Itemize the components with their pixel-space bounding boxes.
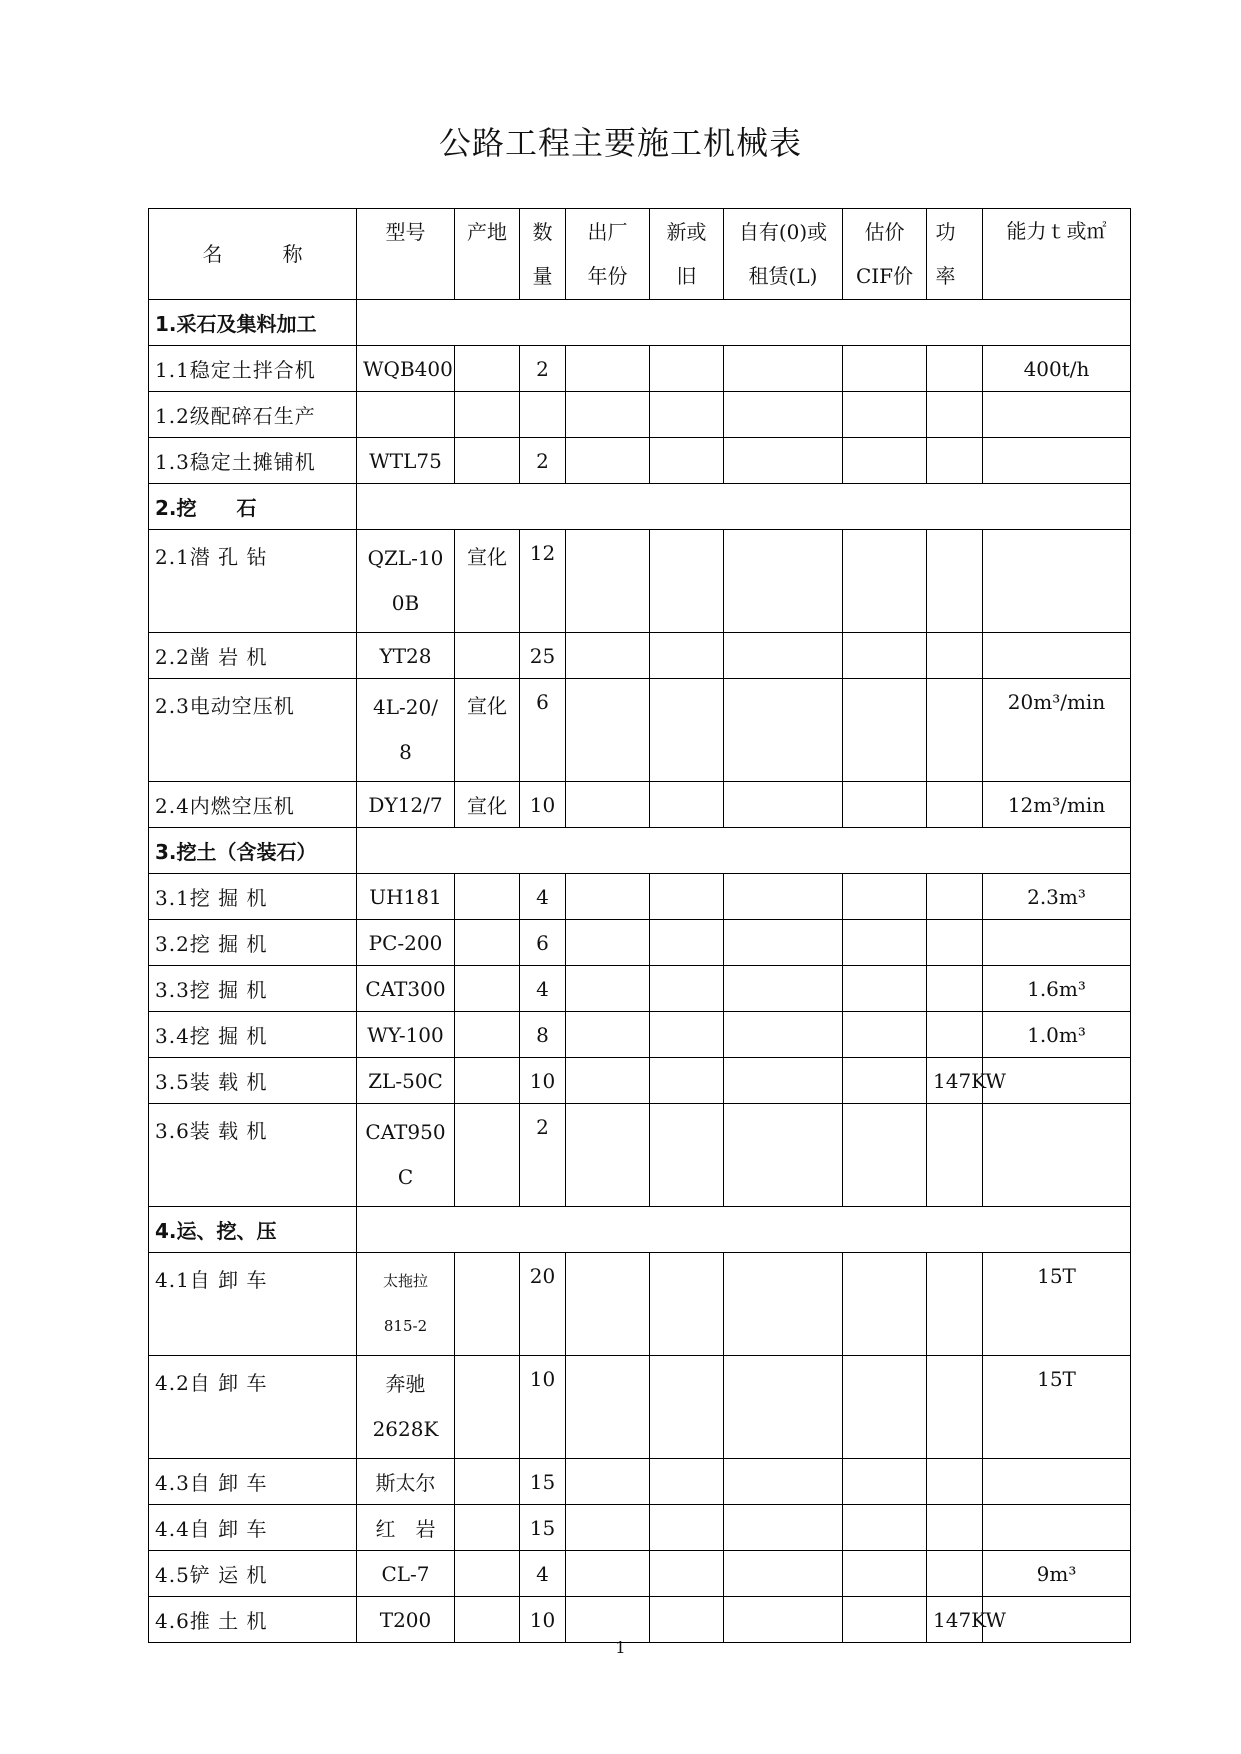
- machine-model: 红 岩: [357, 1505, 455, 1551]
- machine-capacity: [983, 920, 1131, 966]
- machine-model: UH181: [357, 874, 455, 920]
- machine-new-old: [650, 392, 724, 438]
- machine-year: [566, 392, 650, 438]
- section-title: 2.挖 石: [149, 484, 357, 530]
- header-year: 出厂 年份: [566, 209, 650, 300]
- table-row: [149, 392, 1131, 438]
- machine-new-old: [650, 1356, 724, 1459]
- table-row: [149, 1505, 1131, 1551]
- header-model: 型号: [357, 209, 455, 300]
- machine-capacity: [983, 438, 1131, 484]
- table-row: [149, 782, 1131, 828]
- machine-price: [843, 1597, 927, 1643]
- machine-year: [566, 920, 650, 966]
- machine-power: [927, 392, 983, 438]
- machine-name: 2.3电动空压机: [149, 679, 357, 782]
- machine-own-lease: [724, 920, 843, 966]
- machine-capacity: 12m³/min: [983, 782, 1131, 828]
- machine-model: 4L-20/ 8: [357, 679, 455, 782]
- machine-price: [843, 530, 927, 633]
- machine-price: [843, 346, 927, 392]
- table-row: [149, 1597, 1131, 1643]
- machine-name: 4.1自 卸 车: [149, 1253, 357, 1356]
- machine-quantity: 20: [520, 1253, 566, 1356]
- machine-price: [843, 1505, 927, 1551]
- machine-model: 奔驰 2628K: [357, 1356, 455, 1459]
- machine-model: YT28: [357, 633, 455, 679]
- machine-own-lease: [724, 1356, 843, 1459]
- machine-quantity: 6: [520, 920, 566, 966]
- machine-quantity: 2: [520, 438, 566, 484]
- machine-name: 4.6推 土 机: [149, 1597, 357, 1643]
- machine-own-lease: [724, 966, 843, 1012]
- machine-quantity: 25: [520, 633, 566, 679]
- machine-name: 3.5装 载 机: [149, 1058, 357, 1104]
- machine-quantity: 8: [520, 1012, 566, 1058]
- machine-power: [927, 1012, 983, 1058]
- table-row: [149, 1104, 1131, 1207]
- machine-quantity: 15: [520, 1459, 566, 1505]
- page-number: 1: [615, 1638, 626, 1657]
- machine-origin: [455, 1104, 520, 1207]
- machine-name: 4.4自 卸 车: [149, 1505, 357, 1551]
- machine-year: [566, 1459, 650, 1505]
- machine-power: [927, 633, 983, 679]
- machine-new-old: [650, 1104, 724, 1207]
- table-row: [149, 679, 1131, 782]
- section-title: 1.采石及集料加工: [149, 300, 357, 346]
- machine-name: 3.3挖 掘 机: [149, 966, 357, 1012]
- machine-model: WY-100: [357, 1012, 455, 1058]
- machine-power: [927, 920, 983, 966]
- header-quantity: 数 量: [520, 209, 566, 300]
- table-row: [149, 1551, 1131, 1597]
- machine-capacity: [983, 1505, 1131, 1551]
- header-name: 名 称: [149, 209, 357, 300]
- machine-own-lease: [724, 392, 843, 438]
- machine-capacity: 15T: [983, 1356, 1131, 1459]
- section-row: [149, 1207, 1131, 1253]
- machine-own-lease: [724, 438, 843, 484]
- machine-origin: [455, 1459, 520, 1505]
- machine-quantity: 6: [520, 679, 566, 782]
- machine-model: WTL75: [357, 438, 455, 484]
- machine-power: [927, 782, 983, 828]
- section-row: [149, 300, 1131, 346]
- machine-own-lease: [724, 1058, 843, 1104]
- machine-price: [843, 1551, 927, 1597]
- machine-name: 4.5铲 运 机: [149, 1551, 357, 1597]
- machine-model: [357, 392, 455, 438]
- machine-own-lease: [724, 1012, 843, 1058]
- machine-model: WQB400: [357, 346, 455, 392]
- machine-power: [927, 1551, 983, 1597]
- machinery-table: [148, 208, 1131, 1643]
- machine-quantity: 10: [520, 1058, 566, 1104]
- machine-power: 147KW: [927, 1597, 983, 1643]
- machine-year: [566, 1356, 650, 1459]
- machine-origin: [455, 438, 520, 484]
- machine-power: [927, 679, 983, 782]
- machine-model: T200: [357, 1597, 455, 1643]
- machine-own-lease: [724, 530, 843, 633]
- machine-price: [843, 438, 927, 484]
- header-power: 功 率: [927, 209, 983, 300]
- machine-new-old: [650, 1551, 724, 1597]
- machine-price: [843, 679, 927, 782]
- machine-origin: [455, 346, 520, 392]
- machine-price: [843, 1356, 927, 1459]
- machine-name: 3.2挖 掘 机: [149, 920, 357, 966]
- machine-year: [566, 346, 650, 392]
- machine-origin: [455, 1253, 520, 1356]
- machine-origin: [455, 392, 520, 438]
- machine-own-lease: [724, 679, 843, 782]
- machine-price: [843, 1012, 927, 1058]
- machine-name: 2.2凿 岩 机: [149, 633, 357, 679]
- section-row: [149, 828, 1131, 874]
- machine-new-old: [650, 782, 724, 828]
- machine-price: [843, 966, 927, 1012]
- machine-quantity: 10: [520, 1356, 566, 1459]
- machine-model: 斯太尔: [357, 1459, 455, 1505]
- section-blank: [357, 828, 1131, 874]
- machine-quantity: [520, 392, 566, 438]
- machine-capacity: [983, 633, 1131, 679]
- machine-new-old: [650, 1597, 724, 1643]
- machine-new-old: [650, 1012, 724, 1058]
- machine-origin: [455, 1356, 520, 1459]
- machine-own-lease: [724, 346, 843, 392]
- machine-price: [843, 920, 927, 966]
- machine-year: [566, 1253, 650, 1356]
- machine-origin: [455, 1058, 520, 1104]
- table-row: [149, 1012, 1131, 1058]
- machine-capacity: 15T: [983, 1253, 1131, 1356]
- machine-own-lease: [724, 633, 843, 679]
- machine-capacity: 1.0m³: [983, 1012, 1131, 1058]
- machine-own-lease: [724, 1597, 843, 1643]
- machine-power: [927, 346, 983, 392]
- section-blank: [357, 300, 1131, 346]
- table-row: [149, 1253, 1131, 1356]
- machine-capacity: [983, 530, 1131, 633]
- machine-new-old: [650, 920, 724, 966]
- machine-quantity: 4: [520, 874, 566, 920]
- machine-model: QZL-10 0B: [357, 530, 455, 633]
- table-row: [149, 1459, 1131, 1505]
- table-row: [149, 1058, 1131, 1104]
- table-row: [149, 633, 1131, 679]
- machine-own-lease: [724, 1551, 843, 1597]
- machine-new-old: [650, 346, 724, 392]
- machine-power: [927, 530, 983, 633]
- machine-year: [566, 1505, 650, 1551]
- machine-power: [927, 1459, 983, 1505]
- machine-year: [566, 633, 650, 679]
- machine-origin: [455, 633, 520, 679]
- machine-origin: [455, 1551, 520, 1597]
- machine-new-old: [650, 1253, 724, 1356]
- machine-origin: [455, 920, 520, 966]
- machine-year: [566, 1058, 650, 1104]
- machine-year: [566, 782, 650, 828]
- section-title: 3.挖土（含装石）: [149, 828, 357, 874]
- table-row: [149, 874, 1131, 920]
- section-blank: [357, 484, 1131, 530]
- section-title: 4.运、挖、压: [149, 1207, 357, 1253]
- machine-model: CAT300: [357, 966, 455, 1012]
- machine-quantity: 4: [520, 966, 566, 1012]
- machine-new-old: [650, 874, 724, 920]
- machine-quantity: 4: [520, 1551, 566, 1597]
- header-new-old: 新或 旧: [650, 209, 724, 300]
- machine-origin: [455, 874, 520, 920]
- machine-origin: [455, 966, 520, 1012]
- machine-name: 1.2级配碎石生产: [149, 392, 357, 438]
- table-row: [149, 920, 1131, 966]
- header-price: 估价 CIF价: [843, 209, 927, 300]
- machine-new-old: [650, 1058, 724, 1104]
- machine-origin: [455, 1505, 520, 1551]
- machine-power: [927, 1505, 983, 1551]
- machine-power: [927, 1356, 983, 1459]
- machine-price: [843, 874, 927, 920]
- machine-new-old: [650, 1459, 724, 1505]
- machine-power: 147KW: [927, 1058, 983, 1104]
- machine-new-old: [650, 633, 724, 679]
- machine-name: 1.3稳定土摊铺机: [149, 438, 357, 484]
- machine-quantity: 12: [520, 530, 566, 633]
- machine-year: [566, 1597, 650, 1643]
- machine-capacity: 400t/h: [983, 346, 1131, 392]
- machine-model: CL-7: [357, 1551, 455, 1597]
- machine-model: 太拖拉 815-2: [357, 1253, 455, 1356]
- machine-power: [927, 874, 983, 920]
- machine-model: ZL-50C: [357, 1058, 455, 1104]
- machine-year: [566, 1104, 650, 1207]
- machine-capacity: 2.3m³: [983, 874, 1131, 920]
- machine-price: [843, 1253, 927, 1356]
- machine-name: 4.2自 卸 车: [149, 1356, 357, 1459]
- machine-new-old: [650, 966, 724, 1012]
- machine-price: [843, 1104, 927, 1207]
- machine-own-lease: [724, 782, 843, 828]
- machine-name: 4.3自 卸 车: [149, 1459, 357, 1505]
- machine-own-lease: [724, 874, 843, 920]
- table-row: [149, 966, 1131, 1012]
- machine-capacity: 9m³: [983, 1551, 1131, 1597]
- section-row: [149, 484, 1131, 530]
- machine-origin: 宣化: [455, 782, 520, 828]
- machine-name: 2.4内燃空压机: [149, 782, 357, 828]
- machine-price: [843, 1459, 927, 1505]
- header-own-lease: 自有(0)或 租赁(L): [724, 209, 843, 300]
- machine-own-lease: [724, 1104, 843, 1207]
- machine-new-old: [650, 438, 724, 484]
- machine-year: [566, 530, 650, 633]
- machine-model: DY12/7: [357, 782, 455, 828]
- machine-price: [843, 782, 927, 828]
- section-blank: [357, 1207, 1131, 1253]
- table-row: [149, 346, 1131, 392]
- machine-quantity: 2: [520, 346, 566, 392]
- machine-power: [927, 966, 983, 1012]
- machine-own-lease: [724, 1505, 843, 1551]
- page-title: 公路工程主要施工机械表: [438, 124, 802, 162]
- header-row: [149, 209, 1131, 300]
- machine-quantity: 10: [520, 782, 566, 828]
- machine-price: [843, 1058, 927, 1104]
- machine-name: 2.1潜 孔 钻: [149, 530, 357, 633]
- machine-power: [927, 1104, 983, 1207]
- machine-origin: 宣化: [455, 530, 520, 633]
- machine-year: [566, 1012, 650, 1058]
- table-row: [149, 1356, 1131, 1459]
- machine-year: [566, 874, 650, 920]
- machine-new-old: [650, 1505, 724, 1551]
- header-capacity: 能力ｔ或㎡: [983, 209, 1131, 300]
- machine-capacity: 1.6m³: [983, 966, 1131, 1012]
- table-row: [149, 530, 1131, 633]
- machine-origin: [455, 1012, 520, 1058]
- machine-power: [927, 1253, 983, 1356]
- machine-own-lease: [724, 1459, 843, 1505]
- machine-year: [566, 966, 650, 1012]
- machine-year: [566, 438, 650, 484]
- machine-name: 1.1稳定土拌合机: [149, 346, 357, 392]
- machine-price: [843, 633, 927, 679]
- machine-own-lease: [724, 1253, 843, 1356]
- machine-capacity: [983, 392, 1131, 438]
- machine-name: 3.4挖 掘 机: [149, 1012, 357, 1058]
- machine-quantity: 10: [520, 1597, 566, 1643]
- machine-capacity: [983, 1104, 1131, 1207]
- header-origin: 产地: [455, 209, 520, 300]
- machine-new-old: [650, 530, 724, 633]
- machine-quantity: 2: [520, 1104, 566, 1207]
- machine-price: [843, 392, 927, 438]
- machine-capacity: 20m³/min: [983, 679, 1131, 782]
- machine-origin: [455, 1597, 520, 1643]
- machine-name: 3.1挖 掘 机: [149, 874, 357, 920]
- machine-capacity: [983, 1459, 1131, 1505]
- table-row: [149, 438, 1131, 484]
- machine-power: [927, 438, 983, 484]
- machine-year: [566, 1551, 650, 1597]
- machine-model: PC-200: [357, 920, 455, 966]
- machine-quantity: 15: [520, 1505, 566, 1551]
- machine-year: [566, 679, 650, 782]
- machine-model: CAT950 C: [357, 1104, 455, 1207]
- machine-new-old: [650, 679, 724, 782]
- machine-origin: 宣化: [455, 679, 520, 782]
- machine-name: 3.6装 载 机: [149, 1104, 357, 1207]
